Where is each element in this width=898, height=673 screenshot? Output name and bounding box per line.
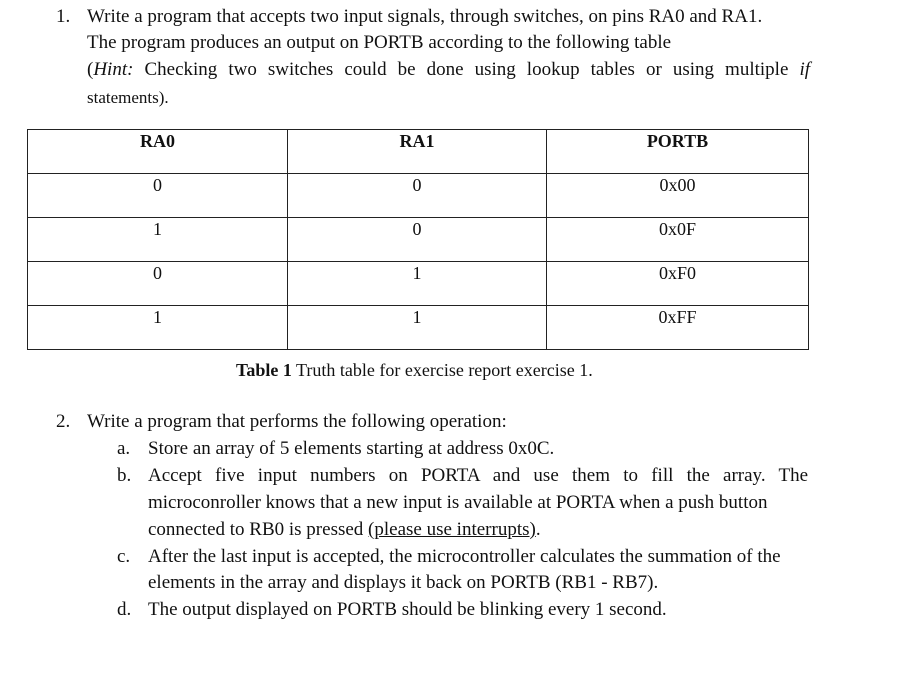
table-cell: 0 [288,174,547,218]
table-cell: 0 [288,218,547,262]
table-cell: 1 [288,262,547,306]
table-header-row [28,130,809,174]
table-row [28,262,809,306]
item-b-line-3-text: connected to RB0 is pressed [148,519,369,540]
table-cell: 1 [28,218,288,262]
item-a-letter: a. [117,438,131,459]
table-cell: 0x00 [547,174,809,218]
table-cell: 1 [28,306,288,350]
table-caption [236,360,593,381]
item-c-letter: c. [117,546,131,567]
question-2-intro: Write a program that performs the following operation: [87,411,507,432]
item-c-line-1: After the last input is accepted, the microcontroller calculates the summation of the [148,546,781,567]
item-b-line-2: microconroller knows that a new input is available at PORTA when a push button [148,492,768,513]
hint-text: Checking two switches could be done using lookup tables or using multiple [133,59,800,80]
header-ra0: RA0 [28,130,288,174]
table-row [28,174,809,218]
item-b-line-3 [148,519,808,541]
table-cell: 0xF0 [547,262,809,306]
item-b-letter: b. [117,465,132,486]
caption-label: Table 1 [236,360,292,380]
question-2-number: 2. [56,411,71,432]
table-cell: 1 [288,306,547,350]
question-1-line-1: Write a program that accepts two input signals, through switches, on pins RA0 and RA1. [87,6,763,27]
table-cell: 0 [28,262,288,306]
item-b-underlined: (please use interrupts) [368,519,536,540]
question-1-line-4: statements). [87,88,169,107]
item-b-tail: . [535,519,541,540]
item-a-line: Store an array of 5 elements starting at address 0x0C. [148,438,555,459]
item-c-line-2: elements in the array and displays it back on PORTB (RB1 - RB7). [148,572,659,593]
table-row [28,306,809,350]
table-cell: 0x0F [547,218,809,262]
caption-text: Truth table for exercise report exercise 1. [291,360,593,380]
question-1-hint [87,59,810,81]
hint-label: Hint: [93,59,134,80]
header-ra1: RA1 [288,130,547,174]
table-row [28,218,809,262]
truth-table [27,129,809,350]
hint-open-paren: ( [87,59,94,80]
item-b-line-1: Accept five input numbers on PORTA and use them to fill the array. The [148,465,808,486]
question-1-line-2: The program produces an output on PORTB according to the following table [87,32,672,53]
table-cell: 0 [28,174,288,218]
question-1-number: 1. [56,6,71,27]
item-d-letter: d. [117,599,132,620]
header-portb: PORTB [547,130,809,174]
hint-if: if [799,59,810,80]
table-cell: 0xFF [547,306,809,350]
item-d-line: The output displayed on PORTB should be blinking every 1 second. [148,599,667,620]
